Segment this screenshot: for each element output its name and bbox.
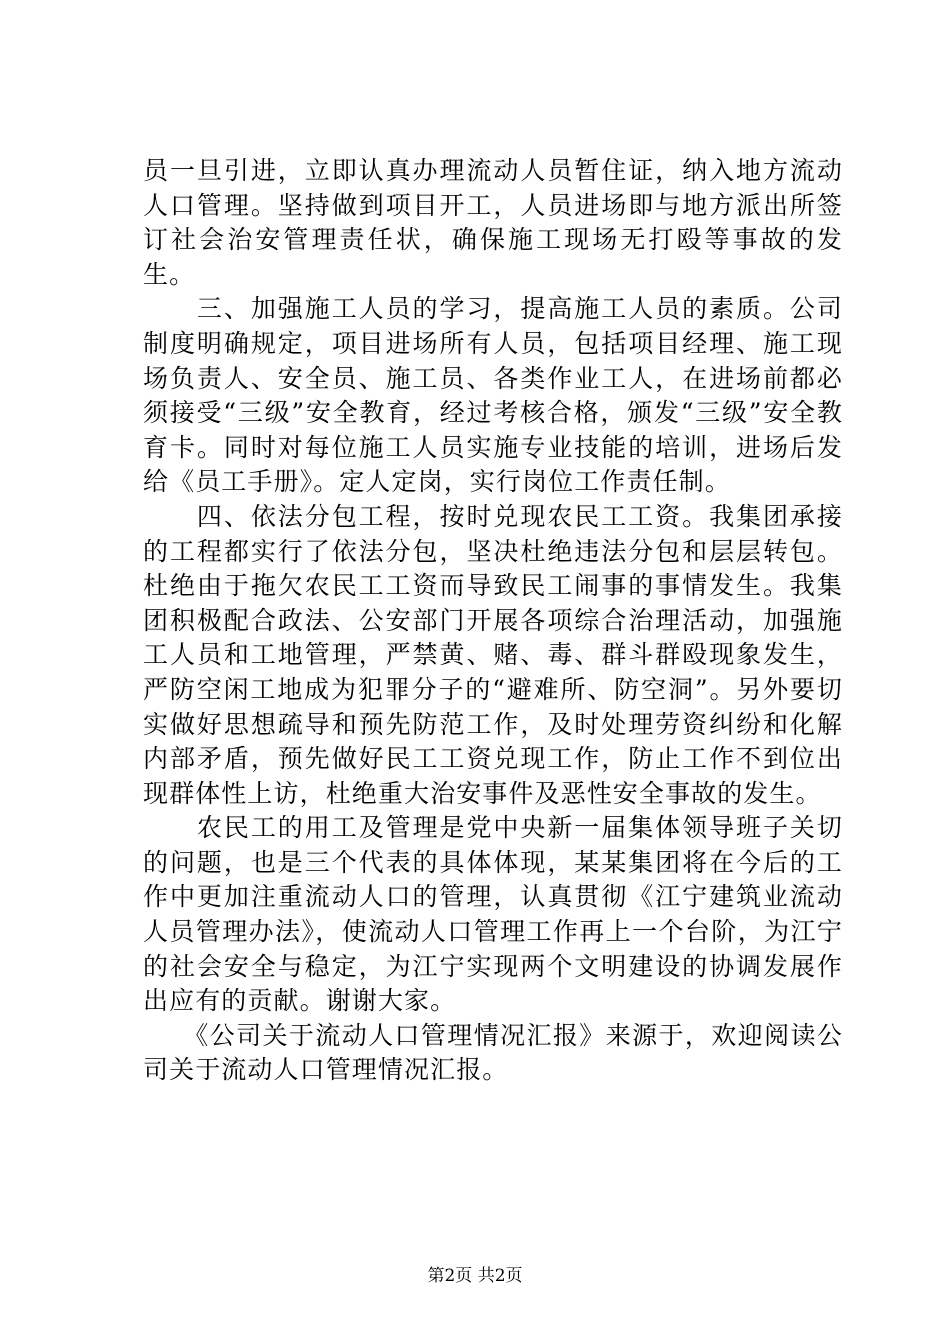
document-body — [143, 154, 843, 1088]
page-number-label: 第2页 共2页 — [427, 1266, 523, 1286]
page-footer — [0, 1265, 950, 1287]
paragraph-source-note: 《公司关于流动人口管理情况汇报》来源于，欢迎阅读公司关于流动人口管理情况汇报。 — [143, 1020, 843, 1085]
paragraph-section-three: 三、加强施工人员的学习，提高施工人员的素质。公司制度明确规定，项目进场所有人员，包括项目经理、施工现场负责人、安全员、施工员、各类作业工人，在进场前都必须接受“三级”安全教育，经过考核合格，颁发“三级”安全教育卡。同时对每位施工人员实施专业技能的培训，进场后发给《员工手册》。定人定岗，实行岗位工作责任制。 — [143, 294, 843, 497]
paragraph-conclusion: 农民工的用工及管理是党中央新一届集体领导班子关切的问题，也是三个代表的具体体现，某某集团将在今后的工作中更加注重流动人口的管理，认真贯彻《江宁建筑业流动人员管理办法》，使流动人口管理工作再上一个台阶，为江宁的社会安全与稳定，为江宁实现两个文明建设的协调发展作出应有的贡献。谢谢大家。 — [143, 813, 843, 1016]
paragraph-section-four: 四、依法分包工程，按时兑现农民工工资。我集团承接的工程都实行了依法分包，坚决杜绝违法分包和层层转包。杜绝由于拖欠农民工工资而导致民工闹事的事情发生。我集团积极配合政法、公安部门开展各项综合治理活动，加强施工人员和工地管理，严禁黄、赌、毒、群斗群殴现象发生，严防空闲工地成为犯罪分子的“避难所、防空洞”。另外要切实做好思想疏导和预先防范工作，及时处理劳资纠纷和化解内部矛盾，预先做好民工工资兑现工作，防止工作不到位出现群体性上访，杜绝重大治安事件及恶性安全事故的发生。 — [143, 501, 843, 808]
paragraph-continuation: 员一旦引进，立即认真办理流动人员暂住证，纳入地方流动人口管理。坚持做到项目开工，人员进场即与地方派出所签订社会治安管理责任状，确保施工现场无打殴等事故的发生。 — [143, 156, 843, 289]
